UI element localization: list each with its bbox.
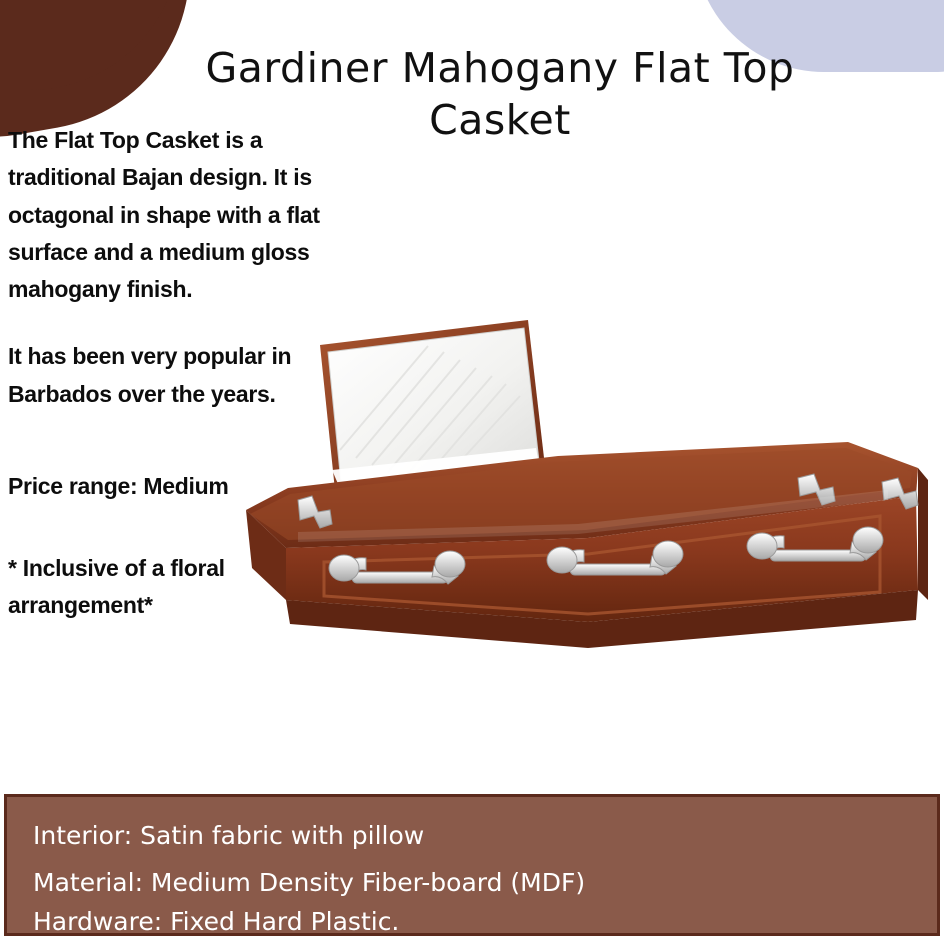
spec-interior: Interior: Satin fabric with pillow: [33, 817, 937, 856]
casket-product-image: [228, 300, 928, 660]
specs-banner: [4, 794, 940, 936]
paragraph-spacer: [8, 308, 320, 338]
description-paragraph-2: It has been very popular in Barbados over the years.: [8, 338, 320, 413]
price-range-text: Price range: Medium: [8, 473, 320, 500]
spec-hardware: Hardware: Fixed Hard Plastic.: [33, 903, 937, 941]
page-title: Gardiner Mahogany Flat Top Casket: [170, 42, 830, 147]
description-column: [8, 122, 320, 623]
casket-illustration: [228, 300, 928, 660]
description-paragraph-1: The Flat Top Casket is a traditional Bajan design. It is octagonal in shape with a flat surface and a medium gloss mahogany finish.: [8, 122, 320, 308]
spec-material: Material: Medium Density Fiber-board (MDF): [33, 864, 937, 903]
floral-note-text: * Inclusive of a floral arrangement*: [8, 550, 320, 624]
